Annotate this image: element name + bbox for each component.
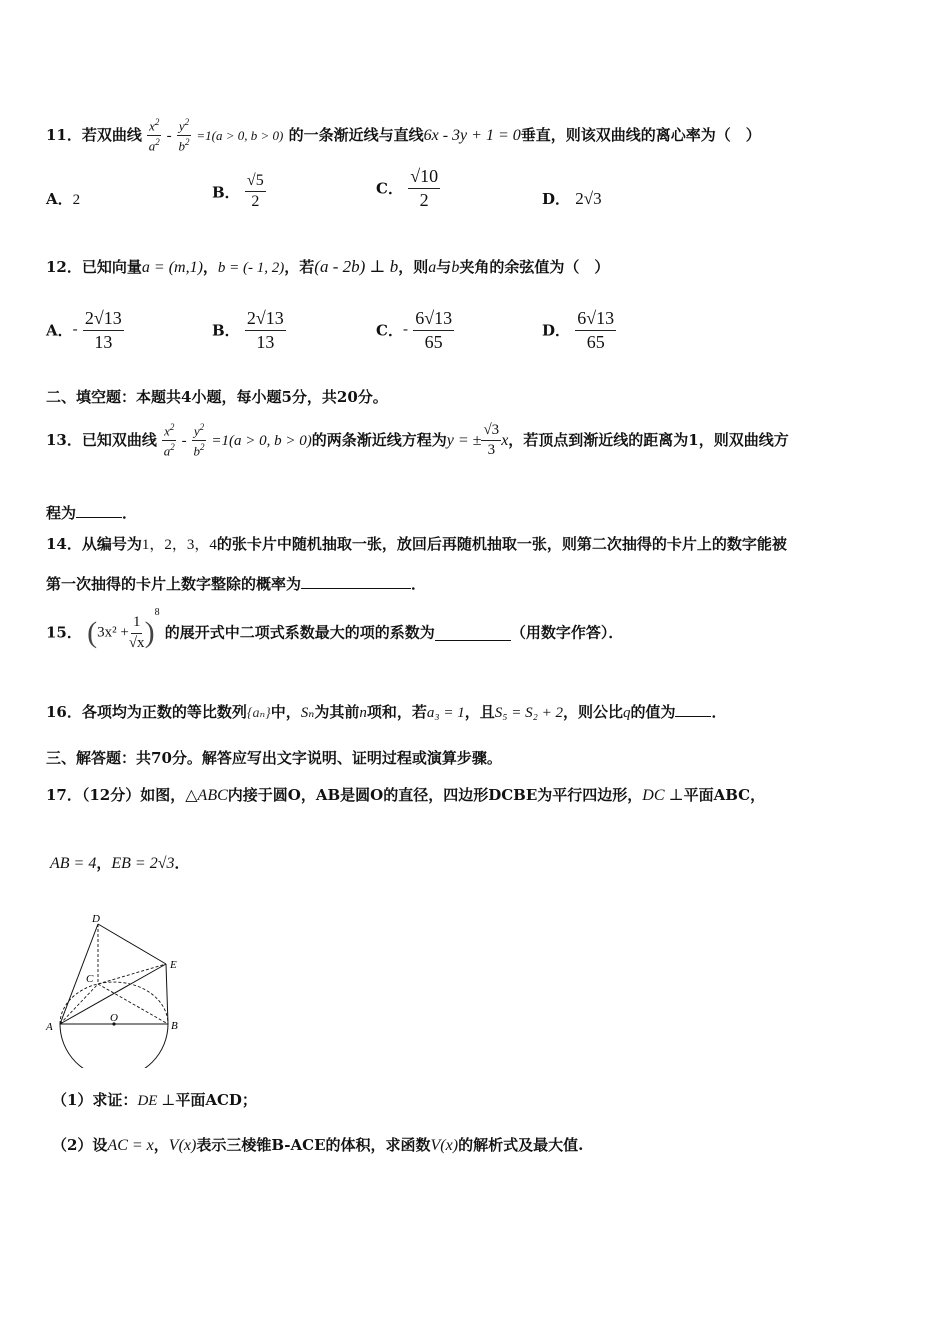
q17-part2: （2）设AC = x，V(x)表示三棱锥B-ACE的体积，求函数V(x)的解析式及最大值. bbox=[52, 1136, 584, 1154]
label-D: D bbox=[92, 913, 100, 925]
q13-answer-blank[interactable] bbox=[76, 503, 122, 518]
q17-givens: AB = 4，EB = 2√3． bbox=[50, 854, 190, 872]
section-solutions-header: 三、解答题：共70分。解答应写出文字说明、证明过程或演算步骤。 bbox=[46, 749, 502, 767]
label-E: E bbox=[170, 959, 177, 971]
q17-geometry-figure bbox=[42, 908, 182, 1068]
q12-stem: 12．已知向量a = (m,1)，b = (- 1, 2)，若(a - 2b) ⊥ b，则a与b夹角的余弦值为（ ） bbox=[46, 257, 610, 276]
q12-option-d: D． $\frac{6√13}{65}$ bbox=[542, 308, 615, 352]
section-fill-in-header: 二、填空题：本题共4小题，每小题5分，共20分。 bbox=[46, 388, 388, 406]
q16-answer-blank[interactable] bbox=[675, 702, 711, 717]
q11-frac-y: $\frac{y^2}{b^2}$ bbox=[178, 117, 190, 154]
q15-answer-blank[interactable] bbox=[435, 626, 511, 641]
label-C: C bbox=[86, 973, 94, 985]
q11-option-d: D． 2√3 bbox=[542, 189, 602, 208]
q12-option-a: A．- $\frac{2√13}{13}$ bbox=[46, 308, 122, 352]
label-O: O bbox=[110, 1012, 118, 1024]
q11-stem: 11．若双曲线 $\frac{x^2}{a^2}$ - $\frac{y^2}{b^2}$ =1(a > 0, b > 0) 的一条渐近线与直线6x - 3y + 1 = 0垂直，则该双曲线的离心率为（ ） bbox=[46, 117, 761, 154]
edge-DE bbox=[98, 924, 166, 964]
q13-stem: 13．已知双曲线 $\frac{x^2}{a^2}$ - $\frac{y^2}{b^2}$ =1(a > 0, b > 0)的两条渐近线方程为y = ± $\frac{√3}{3}$ x，若顶点到渐近线的距离为1，则双曲线方 bbox=[46, 422, 789, 459]
q11-number: 11． bbox=[46, 125, 82, 144]
q12-vector-b: b = (- 1, 2) bbox=[217, 260, 285, 276]
q14-answer-blank[interactable] bbox=[301, 574, 411, 589]
q15-stem: 15． (3x² + $\frac{1}{√x}$ )$^8$ 的展开式中二项式系数最大的项的系数为 （用数字作答）． bbox=[46, 607, 624, 651]
q11-option-a: A．2 bbox=[46, 190, 81, 208]
q11-line-equation: 6x - 3y + 1 = 0 bbox=[423, 126, 521, 144]
circle-lower-arc bbox=[60, 1024, 168, 1068]
label-A: A bbox=[46, 1021, 53, 1033]
label-B: B bbox=[171, 1020, 178, 1032]
edge-CE bbox=[98, 964, 166, 984]
q13-continued: 程为 ． bbox=[46, 504, 138, 522]
q12-vector-a: a = (m,1) bbox=[141, 259, 203, 276]
q11-option-b: B． $\frac{√5}{2}$ bbox=[212, 172, 264, 211]
q14-stem-line2: 第一次抽得的卡片上数字整除的概率为 ． bbox=[46, 575, 427, 593]
edge-CB bbox=[98, 984, 168, 1024]
q12-option-b: B． $\frac{2√13}{13}$ bbox=[212, 308, 284, 352]
q17-part1: （1）求证：DE ⊥平面ACD； bbox=[52, 1091, 257, 1109]
q16-stem: 16．各项均为正数的等比数列{aₙ}中，Sₙ为其前n项和，若a₃ = 1，且S₅ = S₂ + 2，则公比q的值为 ． bbox=[46, 703, 727, 721]
q12-option-c: C．- $\frac{6√13}{65}$ bbox=[376, 308, 453, 352]
q17-stem: 17．（12分）如图，△ABC内接于圆O，AB是圆O的直径，四边形DCBE为平行四边形，DC ⊥平面ABC， bbox=[46, 786, 766, 804]
q14-stem-line1: 14．从编号为1，2，3，4的张卡片中随机抽取一张，放回后再随机抽取一张，则第二次抽得的卡片上的数字能被 bbox=[46, 535, 787, 553]
q11-frac-x: $\frac{x^2}{a^2}$ bbox=[148, 117, 160, 154]
edge-AC bbox=[60, 984, 98, 1024]
q11-option-c: C． $\frac{√10}{2}$ bbox=[376, 166, 439, 210]
